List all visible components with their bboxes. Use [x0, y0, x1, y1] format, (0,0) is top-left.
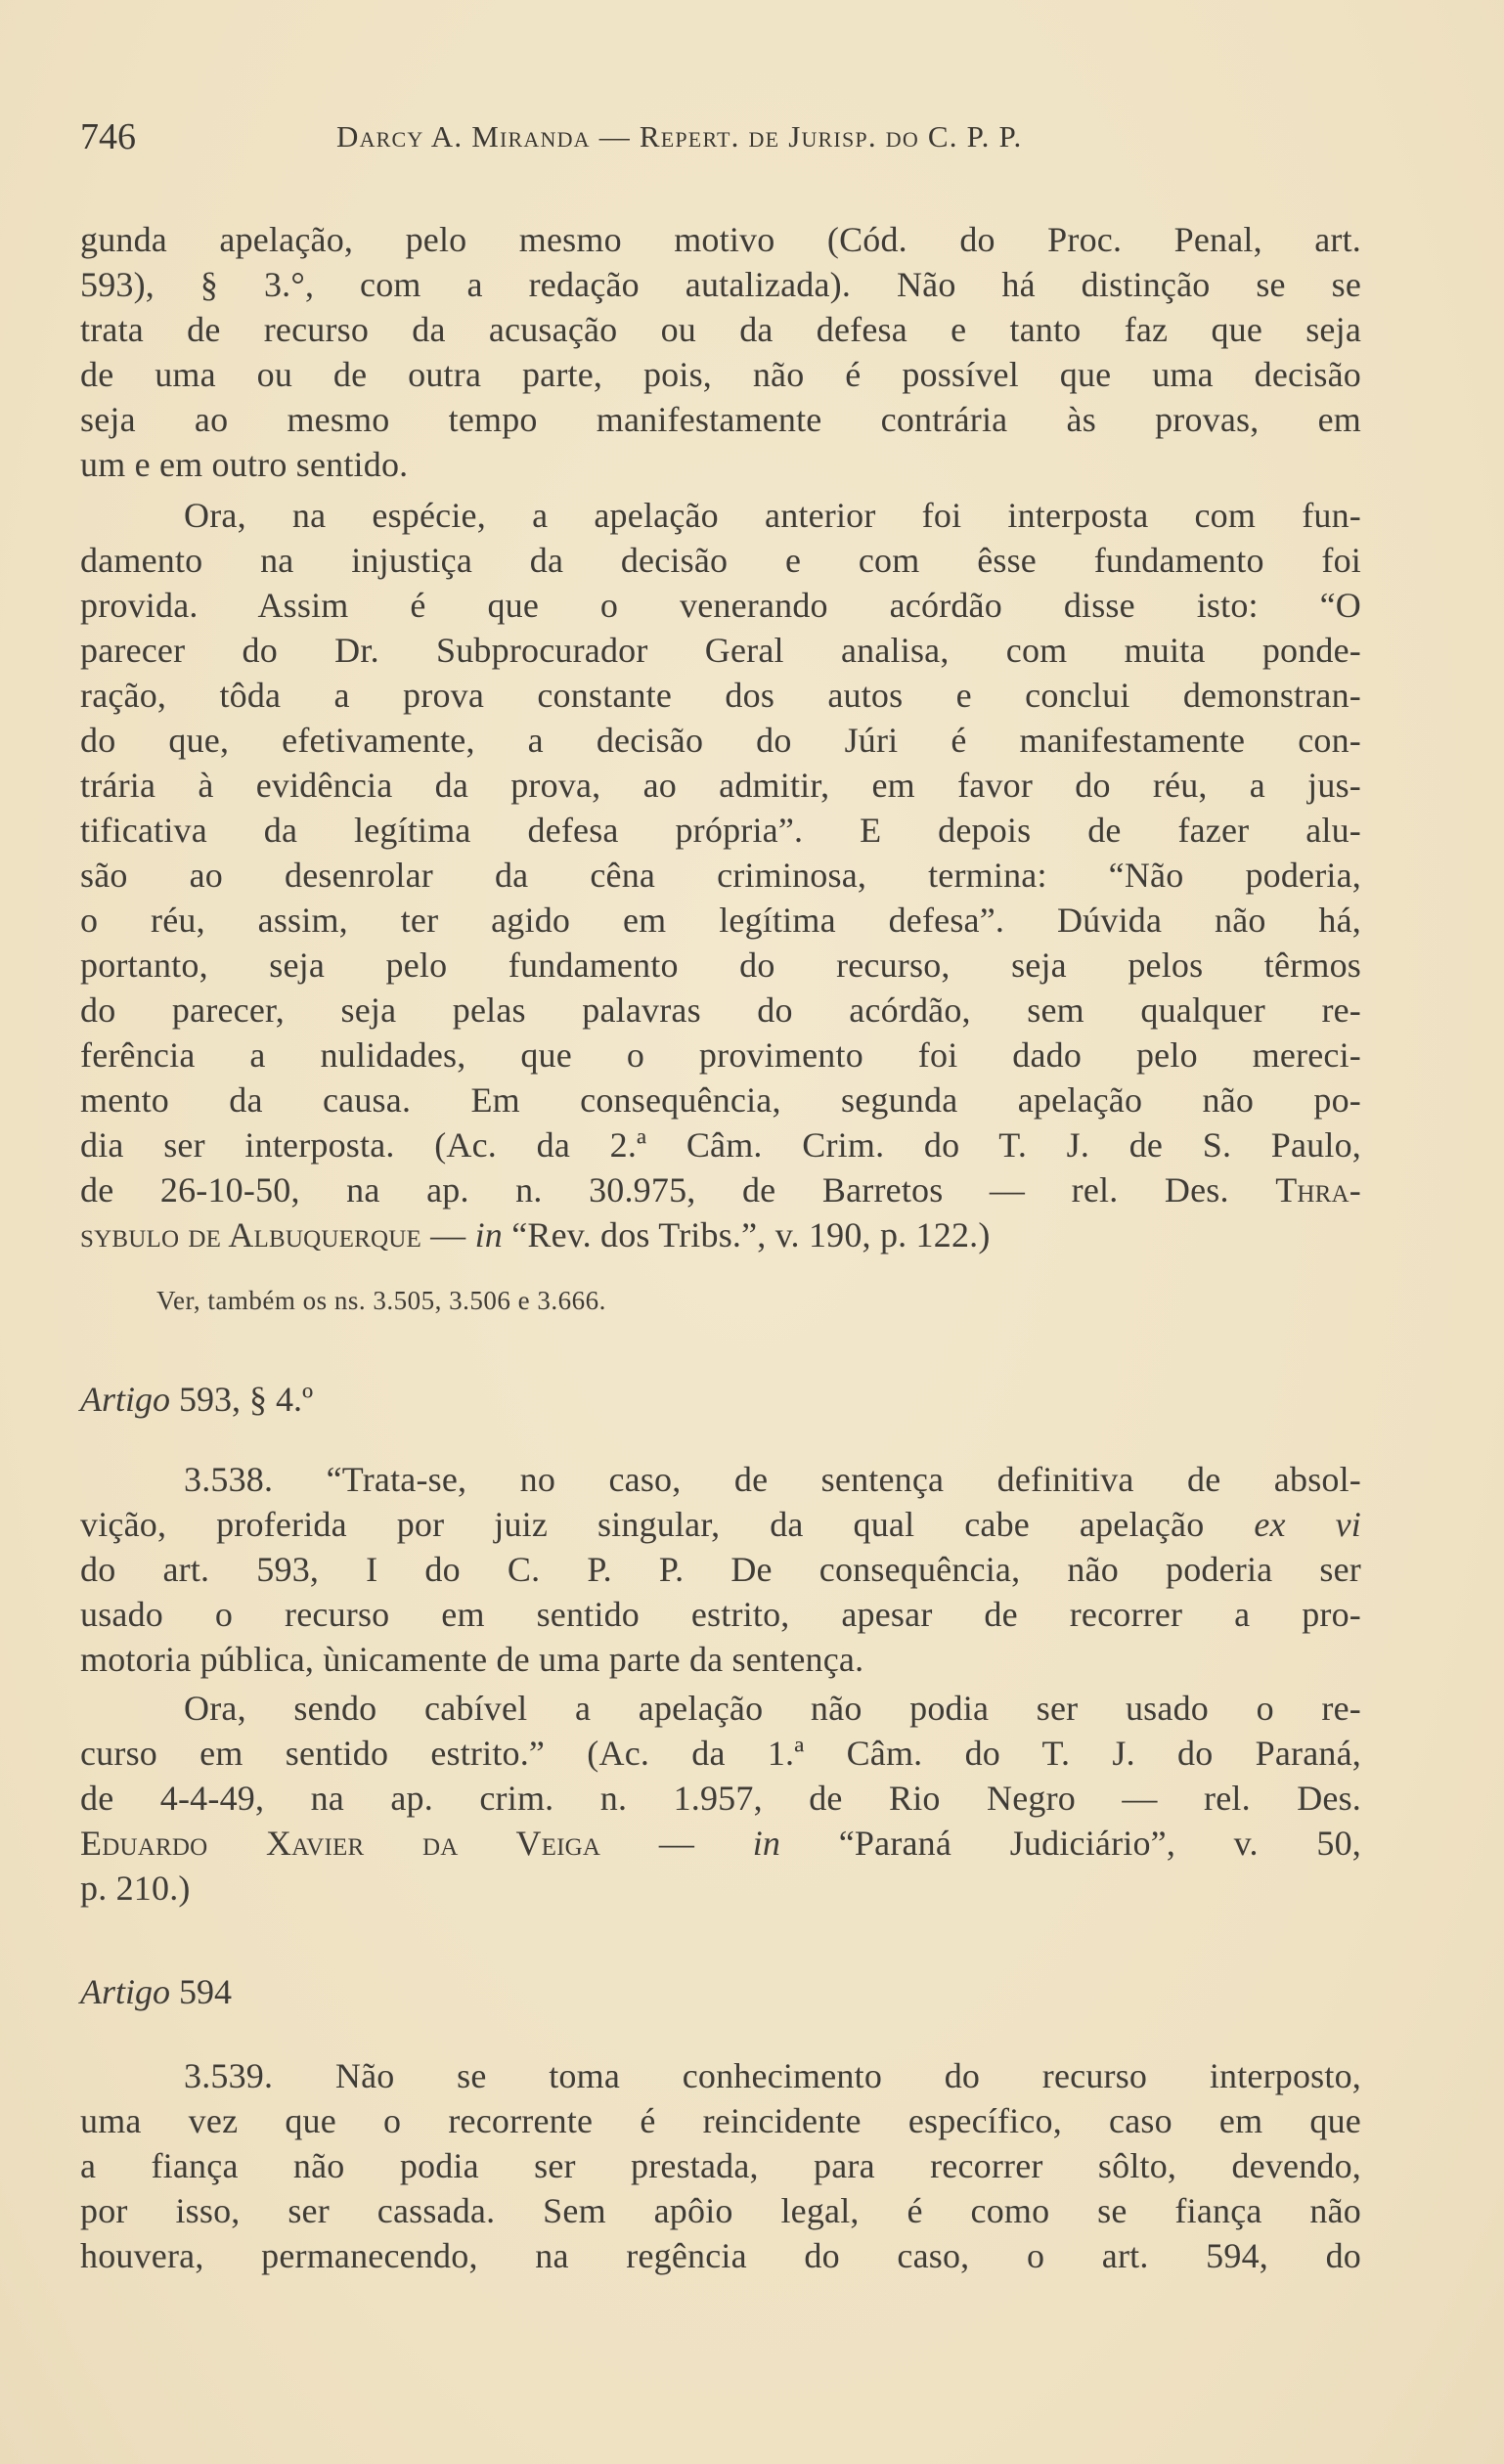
- text-span: vição, proferida por juiz singular, da qual cabe apelação: [80, 1505, 1255, 1544]
- text-line: seja ao mesmo tempo manifestamente contrária às provas, em: [80, 400, 1361, 439]
- text-line: trária à evidência da prova, ao admitir, em favor do réu, a jus-: [80, 766, 1361, 805]
- text-line: um e em outro sentido.: [80, 445, 409, 484]
- page-number: 746: [80, 116, 136, 157]
- text-line: do que, efetivamente, a decisão do Júri é manifestamente con-: [80, 721, 1361, 760]
- see-also-note: Ver, também os ns. 3.505, 3.506 e 3.666.: [156, 1286, 606, 1315]
- text-span: in: [752, 1824, 781, 1863]
- text-line: houvera, permanecendo, na regência do caso, o art. 594, do: [80, 2236, 1361, 2275]
- text-line: por isso, ser cassada. Sem apôio legal, é como se fiança não: [80, 2191, 1361, 2230]
- text-line: a fiança não podia ser prestada, para recorrer sôlto, devendo,: [80, 2146, 1361, 2185]
- text-line: dia ser interposta. (Ac. da 2.ª Câm. Crim. do T. J. de S. Paulo,: [80, 1125, 1361, 1165]
- text-line: motoria pública, ùnicamente de uma parte da sentença.: [80, 1640, 864, 1679]
- text-line: ferência a nulidades, que o provimento foi dado pelo mereci-: [80, 1035, 1361, 1075]
- text-line: 3.539. Não se toma conhecimento do recurso interposto,: [184, 2056, 1361, 2095]
- text-line: parecer do Dr. Subprocurador Geral analisa, com muita ponde-: [80, 631, 1361, 670]
- judge-name: Eduardo Xavier da Veiga: [80, 1824, 601, 1863]
- section-heading: [80, 1969, 232, 2014]
- text-line: Ora, na espécie, a apelação anterior foi interposta com fun-: [184, 496, 1361, 535]
- text-line: curso em sentido estrito.” (Ac. da 1.ª Câm. do T. J. do Paraná,: [80, 1734, 1361, 1773]
- text-line: damento na injustiça da decisão e com êsse fundamento foi: [80, 541, 1361, 580]
- text-line: [80, 1821, 1361, 1866]
- judge-name: Thra-: [1275, 1170, 1361, 1210]
- text-line: 3.538. “Trata-se, no caso, de sentença definitiva de absol-: [184, 1460, 1361, 1499]
- text-span: —: [600, 1824, 753, 1863]
- text-line: [80, 1212, 1361, 1257]
- running-title: Darcy A. Miranda — Repert. de Jurisp. do C. P. P.: [336, 119, 1023, 154]
- text-line: [80, 1502, 1361, 1547]
- text-line: o réu, assim, ter agido em legítima defesa”. Dúvida não há,: [80, 901, 1361, 940]
- text-span: Artigo: [80, 1972, 171, 2011]
- text-line: provida. Assim é que o venerando acórdão disse isto: “O: [80, 586, 1361, 625]
- judge-name: sybulo de Albuquerque: [80, 1215, 421, 1254]
- page-header: [80, 115, 1361, 164]
- text-span: “Rev. dos Tribs.”, v. 190, p. 122.): [503, 1215, 991, 1254]
- section-heading: [80, 1377, 313, 1422]
- text-line: mento da causa. Em consequência, segunda apelação não po-: [80, 1080, 1361, 1120]
- text-line: ração, tôda a prova constante dos autos e conclui demonstran-: [80, 676, 1361, 715]
- text-span: ex vi: [1254, 1505, 1361, 1544]
- text-line: do art. 593, I do C. P. P. De consequência, não poderia ser: [80, 1550, 1361, 1589]
- text-line: de 4-4-49, na ap. crim. n. 1.957, de Rio Negro — rel. Des.: [80, 1779, 1361, 1818]
- text-span: 594: [170, 1972, 233, 2011]
- text-line: são ao desenrolar da cêna criminosa, termina: “Não poderia,: [80, 856, 1361, 895]
- text-line: tificativa da legítima defesa própria”. E depois de fazer alu-: [80, 811, 1361, 850]
- text-line: usado o recurso em sentido estrito, apesar de recorrer a pro-: [80, 1595, 1361, 1634]
- text-span: —: [420, 1215, 475, 1254]
- text-line: 593), § 3.°, com a redação autalizada). Não há distinção se se: [80, 265, 1361, 304]
- text-span: in: [474, 1215, 503, 1254]
- text-line: [80, 1167, 1361, 1212]
- text-span: Artigo: [80, 1380, 171, 1419]
- text-span: “Paraná Judiciário”, v. 50,: [780, 1824, 1361, 1863]
- text-line: trata de recurso da acusação ou da defesa e tanto faz que seja: [80, 310, 1361, 349]
- text-line: uma vez que o recorrente é reincidente específico, caso em que: [80, 2101, 1361, 2140]
- text-line: de uma ou de outra parte, pois, não é possível que uma decisão: [80, 355, 1361, 394]
- text-line: p. 210.): [80, 1869, 191, 1908]
- text-line: Ora, sendo cabível a apelação não podia ser usado o re-: [184, 1689, 1361, 1728]
- text-span: de 26-10-50, na ap. n. 30.975, de Barretos — rel. Des.: [80, 1170, 1229, 1210]
- text-line: portanto, seja pelo fundamento do recurso, seja pelos têrmos: [80, 946, 1361, 985]
- text-line: gunda apelação, pelo mesmo motivo (Cód. do Proc. Penal, art.: [80, 220, 1361, 259]
- text-line: do parecer, seja pelas palavras do acórdão, sem qualquer re-: [80, 990, 1361, 1030]
- text-span: 593, § 4.º: [170, 1380, 314, 1419]
